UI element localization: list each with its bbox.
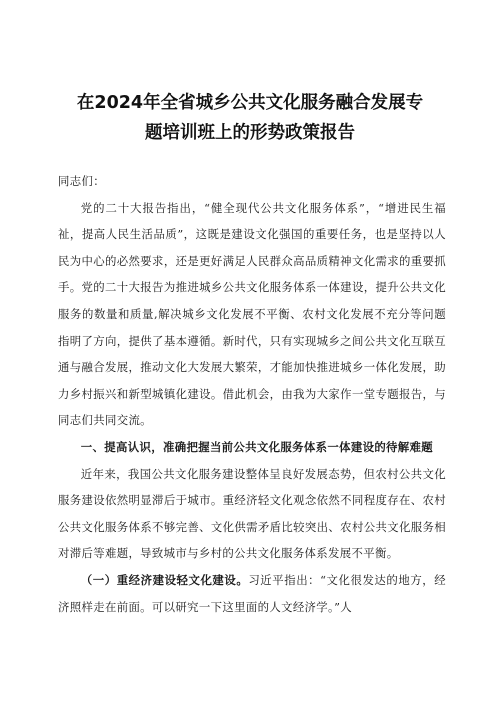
salutation: 同志们： [58,174,105,188]
subsection-1-text: 习近平指出：“文化很发达的地方，经济照样走在前面。可以研究一下这里面的人文经济学。”人 [58,572,446,614]
document-body [58,168,446,620]
section-heading-1: 一、提高认识，准确把握当前公共文化服务体系一体建设的待解难题 [80,439,434,454]
paragraph-2: 近年来，我国公共文化服务建设整体呈良好发展态势，但农村公共文化服务建设依然明显滞后于城市。重经济轻文化观念依然不同程度存在、农村公共文化服务体系不够完善、文化供需矛盾比较突出、农村公共文化服务相对滞后等难题，导致城市与乡村的公共文化服务体系发展不平衡。 [58,466,446,561]
subsection-1 [58,567,446,620]
title-line-1: 在2024年全省城乡公共文化服务融合发展专 [76,93,424,113]
document-title [60,88,440,148]
paragraph-1: 党的二十大报告指出，“健全现代公共文化服务体系”，“增进民生福祉，提高人民生活品质”，这既是建设文化强国的重要任务，也是坚持以人民为中心的必然要求，还是更好满足人民群众高品质精神文化需求的重要抓手。党的二十大报告为推进城乡公共文化服务体系一体建设，提升公共文化服务的数量和质量,解决城乡文化发展不平衡、农村文化发展不充分等问题指明了方向，提供了基本遵循。新时代，只有实现城乡之间公共文化互联互通与融合发展，推动文化大发展大繁荣，才能加快推进城乡一体化发展，助力乡村振兴和新型城镇化建设。借此机会，由我为大家作一堂专题报告，与同志们共同交流。 [58,200,446,428]
subsection-1-heading: （一）重经济建设轻文化建设。 [80,572,249,587]
title-line-2: 题培训班上的形势政策报告 [145,123,355,143]
